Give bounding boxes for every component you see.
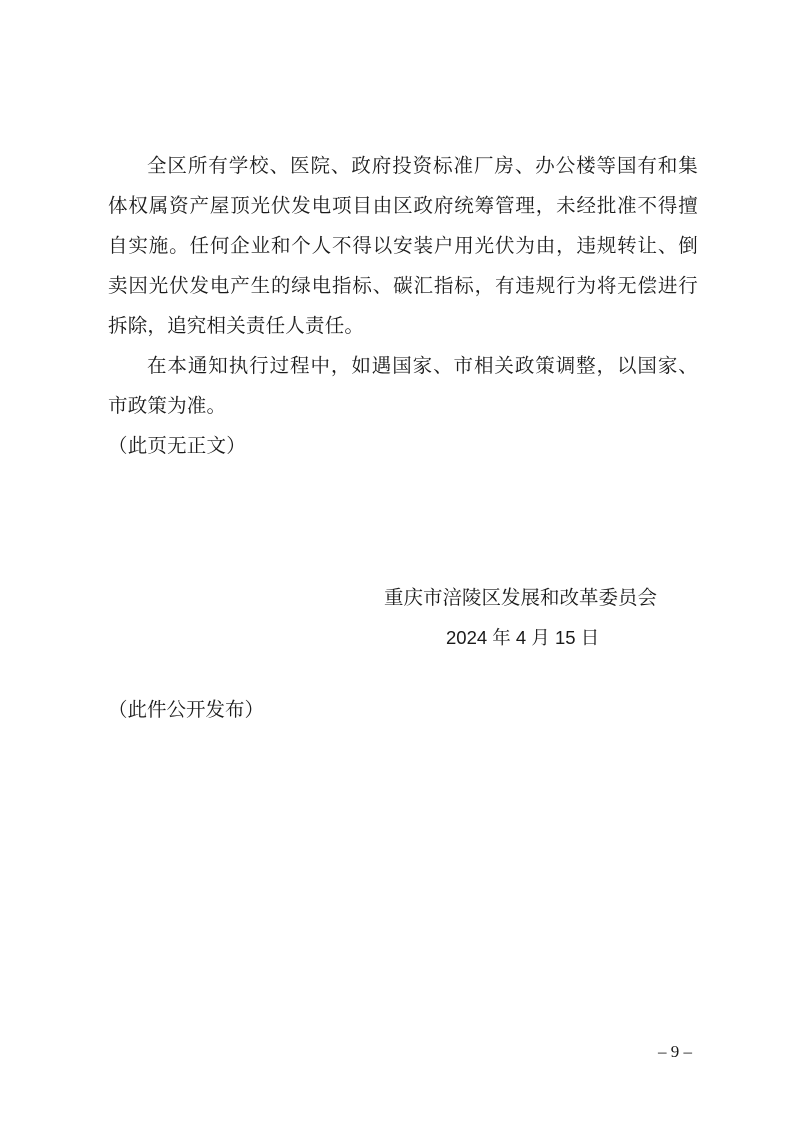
paragraph-rooftop-pv-management: 全区所有学校、医院、政府投资标准厂房、办公楼等国有和集体权属资产屋顶光伏发电项目由区政府统筹管理，未经批准不得擅自实施。任何企业和个人不得以安装户用光伏为由，违规转让、倒卖因光伏发电产生的绿电指标、碳汇指标，有违规行为将无偿进行拆除，追究相关责任人责任。 bbox=[108, 154, 698, 337]
no-body-note: （此页无正文） bbox=[108, 434, 246, 457]
paragraph-policy-adjustment: 在本通知执行过程中，如遇国家、市相关政策调整，以国家、市政策为准。 bbox=[108, 354, 698, 417]
page-number: – 9 – bbox=[658, 1042, 692, 1061]
issuing-organization: 重庆市涪陵区发展和改革委员会 bbox=[384, 586, 658, 609]
publish-note: （此件公开发布） bbox=[108, 698, 265, 721]
signature-block bbox=[384, 578, 704, 658]
issue-date: 2024 年 4 月 15 日 bbox=[446, 627, 600, 648]
document-body bbox=[108, 146, 698, 466]
